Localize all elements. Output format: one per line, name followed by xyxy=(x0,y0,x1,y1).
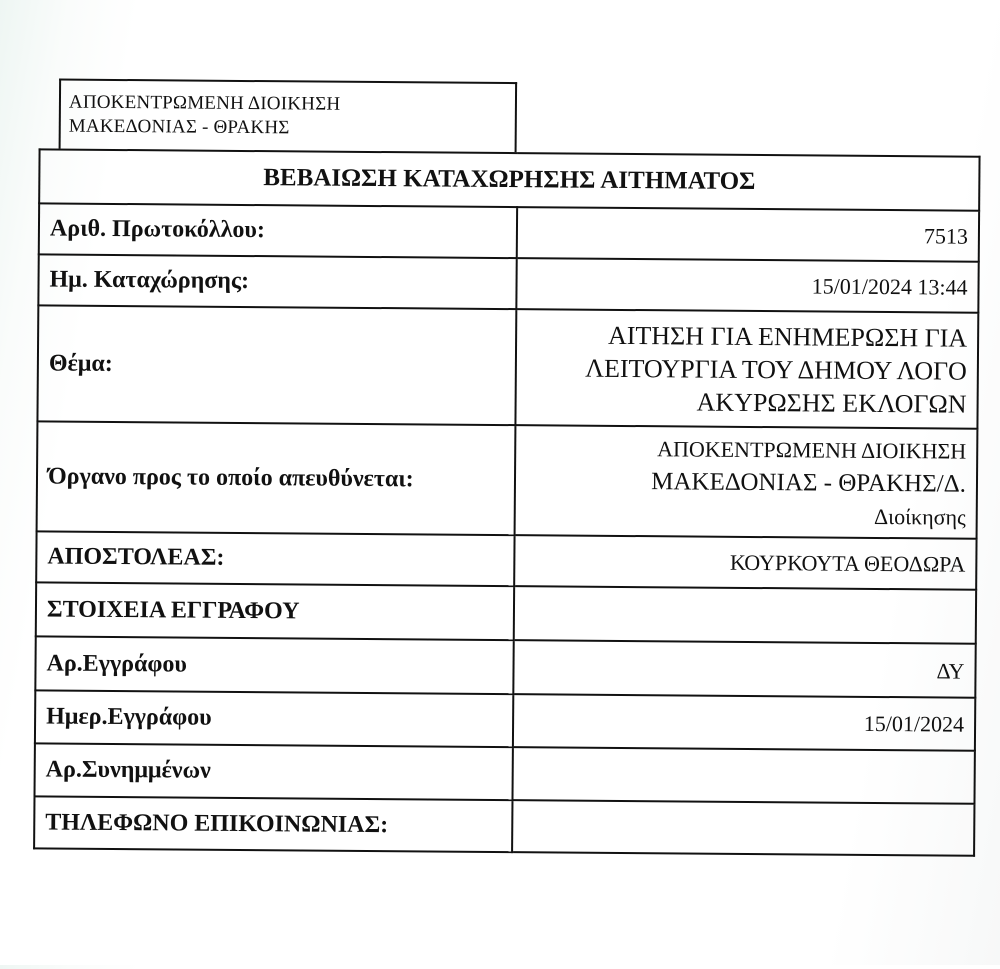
recipient-value xyxy=(515,425,978,539)
document-section-label: ΣΤΟΙΧΕΙΑ ΕΓΓΡΑΦΟΥ xyxy=(36,582,514,640)
registration-date-label: Ημ. Καταχώρησης: xyxy=(38,254,516,309)
document-date-label: Ημερ.Εγγράφου xyxy=(35,690,513,747)
recipient-label: Όργανο προς το οποίο απευθύνεται: xyxy=(37,421,516,535)
document-section-value xyxy=(514,586,976,644)
registration-form-table xyxy=(33,148,980,856)
attachments-value xyxy=(512,747,974,804)
subject-line-3: ΑΚΥΡΩΣΗΣ ΕΚΛΟΓΩΝ xyxy=(696,387,967,419)
title-row xyxy=(39,149,979,210)
protocol-label: Αριθ. Πρωτοκόλλου: xyxy=(39,203,517,258)
table-row xyxy=(36,531,976,589)
recipient-line-2: ΜΑΚΕΔΟΝΙΑΣ - ΘΡΑΚΗΣ/Δ. xyxy=(651,467,967,498)
table-row xyxy=(39,203,979,261)
registration-date-value: 15/01/2024 13:44 xyxy=(516,258,978,313)
table-row xyxy=(37,305,978,428)
document-number-value: ΔΥ xyxy=(513,640,975,698)
sender-label: ΑΠΟΣΤΟΛΕΑΣ: xyxy=(36,531,514,586)
table-row xyxy=(34,796,974,855)
table-row xyxy=(35,743,975,803)
table-row xyxy=(35,690,975,750)
subject-label: Θέμα: xyxy=(37,305,516,425)
form-title: ΒΕΒΑΙΩΣΗ ΚΑΤΑΧΩΡΗΣΗΣ ΑΙΤΗΜΑΤΟΣ xyxy=(39,149,979,210)
document-date-value: 15/01/2024 xyxy=(513,694,975,751)
sender-value: ΚΟΥΡΚΟΥΤΑ ΘΕΟΔΩΡΑ xyxy=(514,535,976,590)
table-row xyxy=(37,421,978,538)
subject-value xyxy=(515,309,978,429)
subject-line-1: ΑΙΤΗΣΗ ΓΙΑ ΕΝΗΜΕΡΩΣΗ ΓΙΑ xyxy=(607,320,968,353)
attachments-label: Αρ.Συνημμένων xyxy=(35,743,513,800)
issuer-box xyxy=(59,79,518,153)
issuer-line-2: ΜΑΚΕΔΟΝΙΑΣ - ΘΡΑΚΗΣ xyxy=(68,115,290,139)
table-row xyxy=(36,582,976,643)
phone-value xyxy=(512,800,974,856)
document-number-label: Αρ.Εγγράφου xyxy=(35,636,513,694)
recipient-line-1: ΑΠΟΚΕΝΤΡΩΜΕΝΗ ΔΙΟΙΚΗΣΗ xyxy=(657,435,967,464)
recipient-line-3: Διοίκησης xyxy=(873,503,966,530)
table-row xyxy=(38,254,978,312)
protocol-value: 7513 xyxy=(517,207,979,262)
subject-line-2: ΛΕΙΤΟΥΡΓΙΑ ΤΟΥ ΔΗΜΟΥ ΛΟΓΟ xyxy=(585,353,967,386)
issuer-line-1: ΑΠΟΚΕΝΤΡΩΜΕΝΗ ΔΙΟΙΚΗΣΗ xyxy=(68,91,341,115)
phone-label: ΤΗΛΕΦΩΝΟ ΕΠΙΚΟΙΝΩΝΙΑΣ: xyxy=(34,796,512,852)
table-row xyxy=(35,636,975,697)
